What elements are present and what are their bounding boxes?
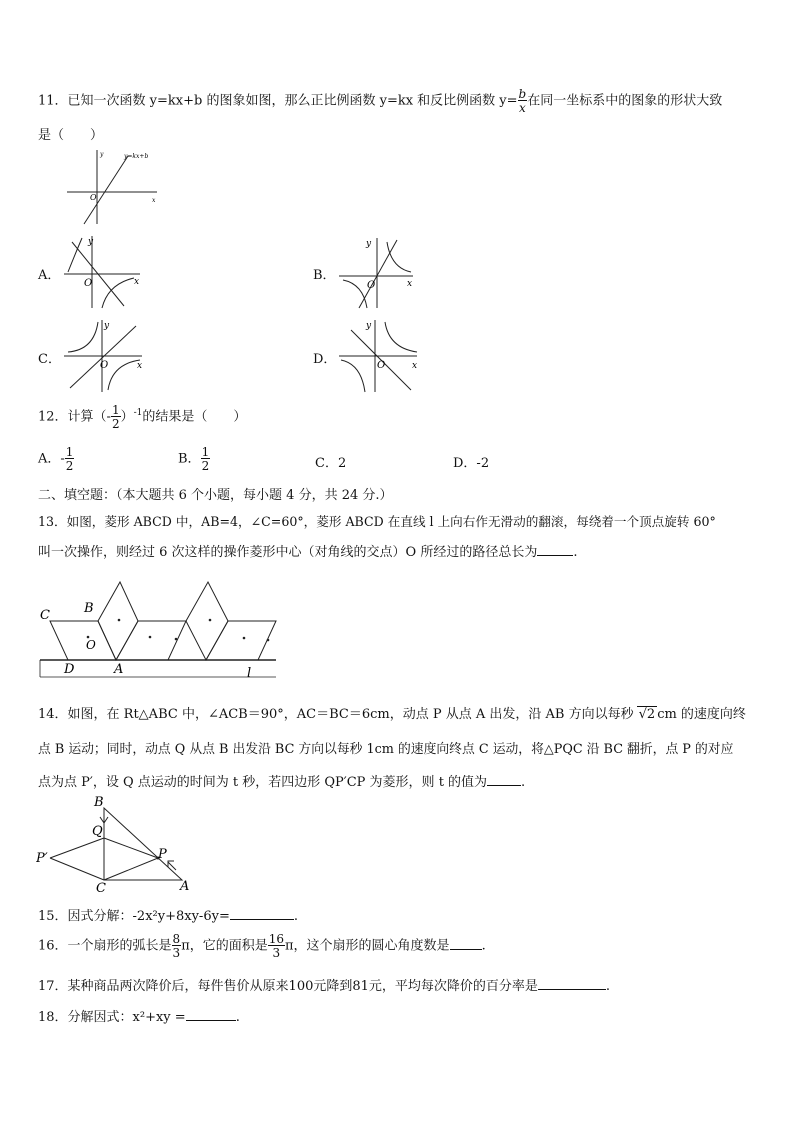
q11-line1 — [38, 88, 722, 114]
label-b: B — [84, 601, 94, 616]
q12-a-fraction — [65, 446, 75, 472]
q12-frac-den: 2 — [111, 417, 120, 431]
q16-f2-den: 3 — [272, 946, 281, 960]
q11-option-a-label: A． — [38, 268, 61, 283]
y-axis-label: y — [88, 237, 94, 247]
q12-question — [38, 404, 246, 430]
q14-line1 — [38, 703, 746, 722]
q11-frac-den: x — [519, 101, 526, 115]
q12-option-b — [178, 446, 210, 472]
line-label: y=kx+b — [124, 153, 149, 160]
label-a: A — [114, 662, 124, 677]
rhombus-abcd — [50, 621, 116, 660]
q16-tail: π，这个扇形的圆心角度数是 — [285, 938, 450, 954]
label-q: Q — [92, 824, 103, 839]
x-axis-label: x — [407, 279, 413, 289]
x-axis-label: x — [134, 277, 140, 287]
hyperbola-branch-left — [341, 360, 365, 392]
q16-f2-num: 16 — [268, 932, 285, 946]
segment-qpprime — [50, 838, 104, 858]
q14-line1a: 14．如图，在 Rt△ABC 中，∠ACB＝90°，AC＝BC＝6cm，动点 P 从点 A 出发，沿 AB 方向以每秒 — [38, 707, 634, 722]
linear-function-line — [84, 156, 128, 224]
q11-option-a-graph — [62, 234, 144, 310]
center-5 — [209, 619, 212, 622]
hyperbola-branch-right — [102, 278, 134, 308]
origin-label: O — [100, 360, 109, 371]
q12-option-a — [38, 446, 74, 472]
origin-label: O — [377, 360, 386, 371]
q14-line3-end: . — [521, 775, 526, 790]
origin-label: O — [367, 280, 376, 291]
q17-text: 17．某种商品两次降价后，每件售价从原来100元降到81元，平均每次降价的百分率是 — [38, 979, 538, 994]
x-axis-label: x — [412, 361, 418, 371]
y-axis-label: y — [366, 239, 372, 249]
hyperbola-branch-right — [108, 360, 143, 390]
x-axis-label: x — [137, 361, 143, 371]
center-4 — [175, 638, 178, 641]
q16-mid: π，它的面积是 — [181, 938, 268, 954]
q18-answer-blank[interactable] — [186, 1008, 236, 1021]
hyperbola-branch-right — [387, 242, 411, 272]
q14-answer-blank[interactable] — [487, 773, 521, 786]
q11-option-c-graph — [62, 318, 148, 394]
q17-answer-blank[interactable] — [538, 977, 606, 990]
section-heading: 二、填空题：（本大题共 6 个小题，每小题 4 分，共 24 分.） — [38, 488, 393, 503]
rhombus-2 — [98, 582, 138, 660]
q13-line1: 13．如图，菱形 ABCD 中，AB=4，∠C=60°，菱形 ABCD 在直线 l 上向右作无滑动的翻滚，每绕着一个顶点旋转 60° — [38, 514, 716, 529]
label-a: A — [180, 879, 190, 894]
q17-question — [38, 975, 610, 994]
arrow-p-icon — [168, 861, 174, 867]
q15-answer-blank[interactable] — [230, 907, 294, 920]
label-l: l — [247, 666, 252, 681]
q12-a-den: 2 — [65, 459, 74, 473]
y-axis-label: y — [104, 321, 110, 331]
segment-pc — [104, 858, 158, 880]
q11-option-b-label: B． — [313, 268, 336, 283]
q12-a-label: A．- — [38, 451, 65, 467]
rhombus-5 — [206, 621, 276, 660]
q12-b-fraction — [201, 446, 211, 472]
center-7 — [267, 639, 270, 642]
label-b: B — [94, 795, 104, 810]
q12-b-label: B． — [178, 451, 201, 467]
q13-line2-end: . — [573, 545, 578, 560]
center-3 — [149, 636, 152, 639]
q15-text: 15．因式分解：-2x²y+8xy-6y= — [38, 909, 230, 924]
q12-frac-num: 1 — [111, 403, 120, 417]
q14-line3 — [38, 771, 525, 790]
label-c: C — [40, 608, 50, 623]
hyperbola-branch-left — [68, 238, 82, 272]
rhombus-4 — [186, 582, 228, 660]
q17-end: . — [605, 979, 611, 994]
y-axis-label: y — [366, 321, 372, 331]
q12-option-c: C．2 — [315, 456, 347, 471]
origin-label: O — [90, 193, 97, 202]
q14-sqrt: √2 — [638, 707, 656, 722]
segment-qp — [104, 838, 158, 858]
hyperbola-branch-right — [385, 322, 417, 352]
q14-line2: 点 B 运动；同时，动点 Q 从点 B 出发沿 BC 方向以每秒 1cm 的速度向终点 C 运动，将△PQC 沿 BC 翻折，点 P 的对应 — [38, 742, 734, 757]
q12-paren: ） — [120, 409, 134, 425]
q12-b-den: 2 — [201, 459, 210, 473]
y-axis-label: y — [100, 151, 104, 158]
q11-frac-num: b — [518, 87, 527, 101]
q16-f1-num: 8 — [172, 932, 181, 946]
q16-end: . — [481, 938, 486, 954]
q12-tail: 的结果是（ ） — [142, 409, 247, 425]
q12-lead: 12．计算（- — [38, 409, 111, 425]
q14-line3-text: 点为点 P′，设 Q 点运动的时间为 t 秒，若四边形 QP′CP 为菱形，则 t 的值为 — [38, 775, 488, 790]
hyperbola-branch-left — [68, 322, 98, 352]
label-p: P — [158, 847, 167, 862]
label-d: D — [64, 662, 75, 677]
q18-question — [38, 1006, 240, 1025]
q12-b-num: 1 — [201, 445, 210, 459]
q16-f1-den: 3 — [172, 946, 181, 960]
q16-question — [38, 933, 486, 959]
q15-end: . — [293, 909, 298, 924]
proportional-line — [70, 326, 136, 388]
label-o: O — [86, 638, 96, 652]
q11-option-d-graph — [337, 318, 421, 394]
q11-line2: 是（ ） — [38, 128, 104, 143]
q16-answer-blank[interactable] — [450, 937, 482, 950]
q13-answer-blank[interactable] — [537, 543, 573, 556]
q13-line2-text: 叫一次操作，则经过 6 次这样的操作菱形中心（对角线的交点）O 所经过的路径总长为 — [38, 545, 538, 560]
hyperbola-branch-left — [343, 280, 367, 308]
q18-text: 18．分解因式：x²+xy = — [38, 1010, 186, 1025]
origin-label: O — [84, 278, 93, 289]
triangle-abc — [104, 808, 182, 880]
q14-sqrt-value: 2 — [646, 707, 656, 722]
q11-option-d-label: D． — [313, 352, 337, 367]
center-2 — [118, 619, 121, 622]
q18-end: . — [235, 1010, 240, 1025]
q12-a-num: 1 — [65, 445, 74, 459]
q11-lead: 11．已知一次函数 y=kx+b 的图象如图，那么正比例函数 y=kx 和反比例函数 y= — [38, 93, 518, 109]
q11-option-c-label: C． — [38, 352, 61, 367]
q14-triangle-figure — [36, 794, 196, 894]
q12-exponent: -1 — [133, 408, 143, 419]
q13-line2 — [38, 541, 577, 560]
q11-tail: 在同一坐标系中的图象的形状大致 — [527, 93, 723, 109]
q16-lead: 16．一个扇形的弧长是 — [38, 938, 172, 954]
q12-fraction — [111, 404, 121, 430]
label-pprime: P′ — [36, 851, 48, 866]
q13-rhombus-figure — [36, 574, 280, 684]
q14-line1b: cm 的速度向终 — [657, 707, 746, 722]
x-axis-label: x — [152, 197, 156, 204]
q11-linear-graph — [62, 146, 162, 226]
q16-fraction-1 — [172, 933, 182, 959]
q12-option-d: D．-2 — [453, 456, 490, 471]
q15-question — [38, 905, 298, 924]
rhombus-3 — [116, 621, 186, 660]
q11-option-b-graph — [337, 236, 417, 310]
center-6 — [243, 637, 246, 640]
segment-pprime-c — [50, 858, 104, 880]
q11-fraction — [518, 88, 528, 114]
q16-fraction-2 — [268, 933, 285, 959]
label-c: C — [96, 881, 106, 894]
